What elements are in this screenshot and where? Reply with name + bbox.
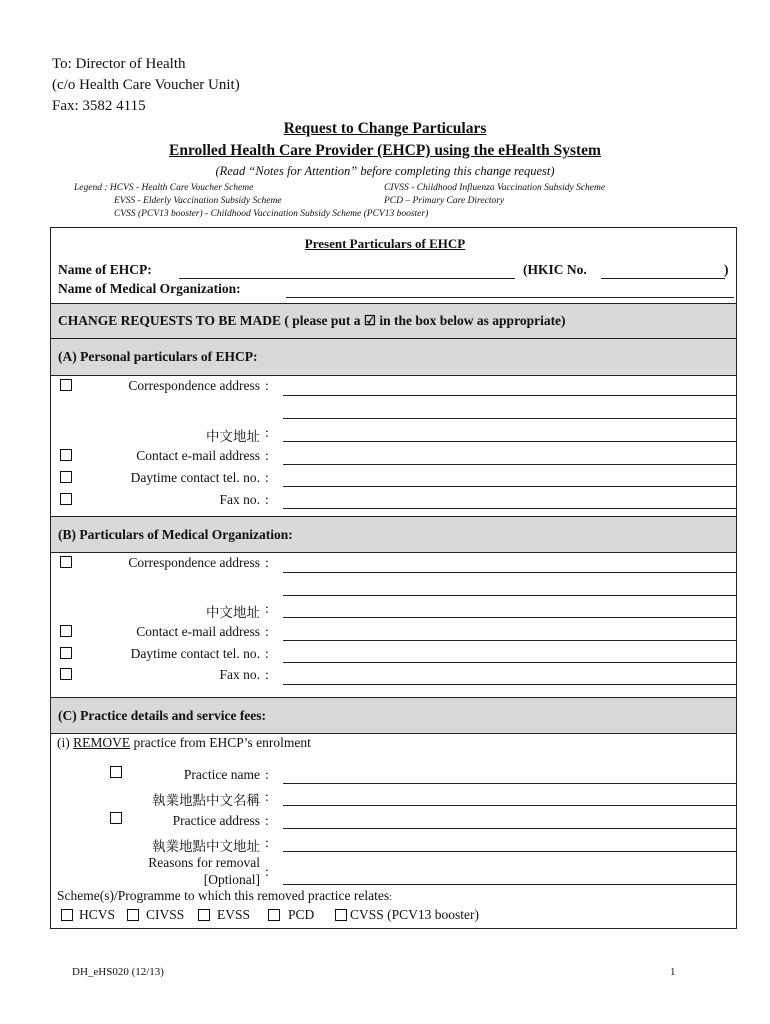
- legend-pcd: PCD – Primary Care Directory: [384, 196, 505, 206]
- present-particulars-heading: Present Particulars of EHCP: [304, 236, 466, 251]
- b-tel-field[interactable]: [283, 662, 737, 663]
- medical-org-label: Name of Medical Organization:: [58, 281, 241, 296]
- b-corr-address-field-2[interactable]: [283, 595, 737, 596]
- colon: :: [265, 835, 269, 850]
- colon: :: [265, 864, 269, 879]
- page-number: 1: [670, 966, 676, 978]
- read-notes-instruction: (Read “Notes for Attention” before completing this change request): [215, 164, 555, 178]
- a-fax-field[interactable]: [283, 508, 737, 509]
- care-of-line: (c/o Health Care Voucher Unit): [52, 77, 240, 93]
- scheme-hcvs-checkbox[interactable]: [61, 909, 73, 921]
- scheme-hcvs-label: HCVS: [79, 907, 116, 922]
- c-practice-name-field[interactable]: [283, 783, 737, 784]
- a-corr-address-checkbox[interactable]: [60, 379, 72, 391]
- c-practice-address-field[interactable]: [283, 828, 737, 829]
- remove-prefix: (i): [57, 735, 74, 750]
- a-tel-field[interactable]: [283, 486, 737, 487]
- hkic-close-paren: ): [724, 262, 729, 277]
- section-a-heading: (A) Personal particulars of EHCP:: [51, 339, 736, 376]
- c-practice-name-cn-label: 執業地點中文名稱: [152, 793, 260, 808]
- addressee-line: To: Director of Health: [52, 56, 186, 72]
- c-practice-address-cn-label: 執業地點中文地址: [152, 839, 260, 854]
- scheme-evss-label: EVSS: [217, 907, 251, 922]
- hkic-field[interactable]: [601, 278, 725, 279]
- remove-practice-line: [57, 735, 311, 751]
- b-corr-address-field-1[interactable]: [283, 572, 737, 573]
- a-tel-label: Daytime contact tel. no.: [130, 470, 260, 485]
- c-reasons-field[interactable]: [283, 884, 737, 885]
- ehcp-name-label: Name of EHCP:: [58, 262, 152, 277]
- a-email-label: Contact e-mail address: [136, 448, 260, 463]
- a-chinese-address-label: 中文地址: [206, 429, 260, 444]
- medical-org-field[interactable]: [286, 297, 734, 298]
- colon: :: [265, 601, 269, 616]
- legend-cvss: CVSS (PCV13 booster) - Childhood Vaccination Subsidy Scheme (PCV13 booster): [114, 209, 429, 219]
- scheme-line-text: Scheme(s)/Programme to which this removed practice relates: [57, 888, 390, 903]
- remove-suffix: practice from EHCP’s enrolment: [130, 735, 311, 750]
- legend-civss: CIVSS - Childhood Influenza Vaccination Subsidy Scheme: [384, 183, 606, 193]
- a-email-field[interactable]: [283, 464, 737, 465]
- a-fax-label: Fax no.: [219, 492, 260, 507]
- b-chinese-address-label: 中文地址: [206, 605, 260, 620]
- a-tel-checkbox[interactable]: [60, 471, 72, 483]
- c-practice-address-label: Practice address: [172, 813, 260, 828]
- c-practice-address-cn-field[interactable]: [283, 851, 737, 852]
- hkic-label: (HKIC No.: [523, 262, 587, 277]
- colon: :: [265, 555, 269, 570]
- a-corr-address-field-2[interactable]: [283, 418, 737, 419]
- c-reasons-optional-label: [Optional]: [203, 872, 260, 887]
- b-email-checkbox[interactable]: [60, 625, 72, 637]
- scheme-civss-label: CIVSS: [146, 907, 185, 922]
- colon: :: [265, 378, 269, 393]
- a-fax-checkbox[interactable]: [60, 493, 72, 505]
- scheme-pcd-label: PCD: [288, 907, 315, 922]
- colon: :: [265, 767, 269, 782]
- c-practice-name-cn-field[interactable]: [283, 805, 737, 806]
- scheme-cvss-label: CVSS (PCV13 booster): [350, 907, 480, 922]
- form-code: DH_eHS020 (12/13): [72, 966, 164, 978]
- scheme-civss-checkbox[interactable]: [127, 909, 139, 921]
- colon: :: [265, 813, 269, 828]
- b-corr-address-label: Correspondence address: [128, 555, 260, 570]
- b-email-label: Contact e-mail address: [136, 624, 260, 639]
- scheme-pcd-checkbox[interactable]: [268, 909, 280, 921]
- scheme-colon: :: [389, 892, 392, 903]
- c-reasons-label: Reasons for removal: [148, 855, 260, 870]
- legend-evss: EVSS - Elderly Vaccination Subsidy Scheme: [114, 196, 282, 206]
- b-fax-field[interactable]: [283, 684, 737, 685]
- scheme-cvss-checkbox[interactable]: [335, 909, 347, 921]
- colon: :: [265, 667, 269, 682]
- colon: :: [265, 789, 269, 804]
- a-corr-address-label: Correspondence address: [128, 378, 260, 393]
- remove-word: REMOVE: [73, 735, 131, 750]
- form-subtitle: Enrolled Health Care Provider (EHCP) using the eHealth System: [169, 142, 601, 159]
- a-email-checkbox[interactable]: [60, 449, 72, 461]
- colon: :: [265, 470, 269, 485]
- c-scheme-line: [57, 888, 392, 904]
- change-requests-banner: CHANGE REQUESTS TO BE MADE ( please put a ☑ in the box below as appropriate): [51, 303, 736, 339]
- b-tel-checkbox[interactable]: [60, 647, 72, 659]
- colon: :: [265, 448, 269, 463]
- a-chinese-address-field[interactable]: [283, 441, 737, 442]
- colon: :: [265, 492, 269, 507]
- b-email-field[interactable]: [283, 640, 737, 641]
- b-fax-label: Fax no.: [219, 667, 260, 682]
- section-c-heading: (C) Practice details and service fees:: [51, 697, 736, 734]
- section-b-heading: (B) Particulars of Medical Organization:: [51, 516, 736, 553]
- form-title: Request to Change Particulars: [283, 120, 487, 137]
- colon: :: [265, 646, 269, 661]
- fax-line: Fax: 3582 4115: [52, 98, 146, 114]
- b-chinese-address-field[interactable]: [283, 617, 737, 618]
- colon: :: [265, 624, 269, 639]
- scheme-evss-checkbox[interactable]: [198, 909, 210, 921]
- b-fax-checkbox[interactable]: [60, 668, 72, 680]
- b-tel-label: Daytime contact tel. no.: [130, 646, 260, 661]
- a-corr-address-field-1[interactable]: [283, 395, 737, 396]
- b-corr-address-checkbox[interactable]: [60, 556, 72, 568]
- colon: :: [265, 425, 269, 440]
- c-practice-name-label: Practice name: [183, 767, 260, 782]
- ehcp-name-field[interactable]: [179, 278, 515, 279]
- legend-hcvs: Legend : HCVS - Health Care Voucher Scheme: [74, 183, 254, 193]
